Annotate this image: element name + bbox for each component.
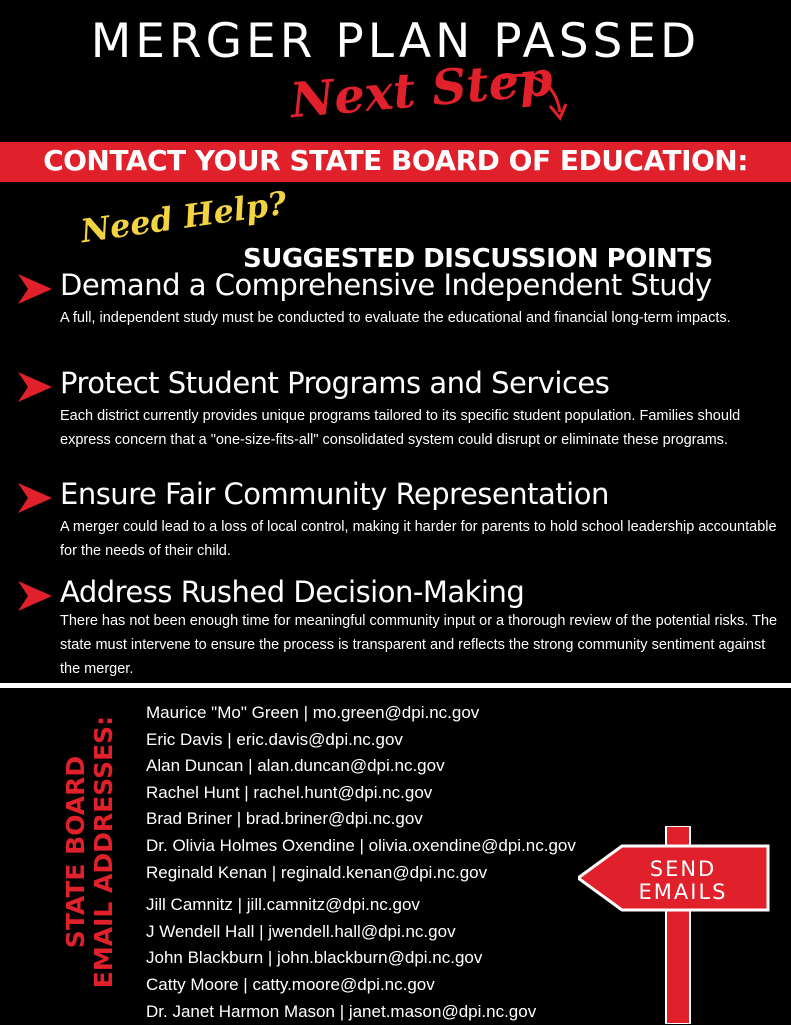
board-member: Eric Davis | eric.davis@dpi.nc.gov [146, 729, 403, 749]
state-board-label-line1: STATE BOARD [61, 755, 90, 949]
board-member: John Blackburn | john.blackburn@dpi.nc.gov [146, 948, 483, 968]
board-member: J Wendell Hall | jwendell.hall@dpi.nc.gov [146, 921, 456, 941]
point-title: Address Rushed Decision-Making [60, 575, 525, 609]
board-member: Dr. Janet Harmon Mason | janet.mason@dpi.nc.gov [146, 1001, 537, 1021]
board-member: Dr. Olivia Holmes Oxendine | olivia.oxendine@dpi.nc.gov [146, 835, 576, 855]
state-board-label-line2: EMAIL ADDRESSES: [89, 715, 118, 989]
chevron-right-icon [18, 483, 52, 513]
discussion-point [18, 575, 778, 681]
send-emails-text [618, 858, 748, 904]
point-title: Demand a Comprehensive Independent Study [60, 268, 712, 302]
point-body: A full, independent study must be conducted to evaluate the educational and financial long-term impacts. [60, 310, 731, 326]
point-body: A merger could lead to a loss of local control, making it harder for parents to hold school leadership accountable for the needs of their child. [60, 519, 777, 559]
sign-line-1: SEND [649, 857, 717, 881]
point-body: There has not been enough time for meaningful community input or a thorough review of the potential risks. The state must intervene to ensure the process is transparent and reflects the strong community sentiment against the merger. [60, 613, 778, 677]
discussion-point [18, 477, 778, 563]
point-title: Protect Student Programs and Services [60, 366, 610, 400]
state-board-label [62, 707, 118, 997]
section-divider [0, 683, 791, 688]
board-member: Maurice "Mo" Green | mo.green@dpi.nc.gov [146, 703, 480, 722]
next-step-script: Next Step [288, 50, 555, 130]
board-member: Rachel Hunt | rachel.hunt@dpi.nc.gov [146, 782, 433, 802]
curved-arrow-icon [500, 70, 570, 130]
board-member-list [146, 700, 576, 1025]
board-member: Catty Moore | catty.moore@dpi.nc.gov [146, 974, 435, 994]
page-title: MERGER PLAN PASSED [90, 14, 701, 69]
discussion-heading: SUGGESTED DISCUSSION POINTS [243, 244, 713, 274]
chevron-right-icon [18, 372, 52, 402]
point-body: Each district currently provides unique programs tailored to its specific student population. Families should express concern that a "one-size-fits-all" consolidated system could disrupt or eliminate these programs. [60, 408, 741, 448]
chevron-right-icon [18, 581, 52, 611]
need-help-script: Need Help? [78, 183, 289, 251]
board-member: Brad Briner | brad.briner@dpi.nc.gov [146, 809, 423, 829]
send-emails-sign-icon [578, 826, 778, 1024]
discussion-point [18, 268, 778, 330]
discussion-point [18, 366, 778, 452]
banner-text: CONTACT YOUR STATE BOARD OF EDUCATION: [43, 144, 748, 177]
board-member: Jill Camnitz | jill.camnitz@dpi.nc.gov [146, 895, 420, 915]
chevron-right-icon [18, 274, 52, 304]
sign-line-2: EMAILS [638, 880, 728, 904]
point-title: Ensure Fair Community Representation [60, 477, 609, 511]
board-member: Reginald Kenan | reginald.kenan@dpi.nc.gov [146, 862, 488, 882]
board-member: Alan Duncan | alan.duncan@dpi.nc.gov [146, 756, 445, 776]
